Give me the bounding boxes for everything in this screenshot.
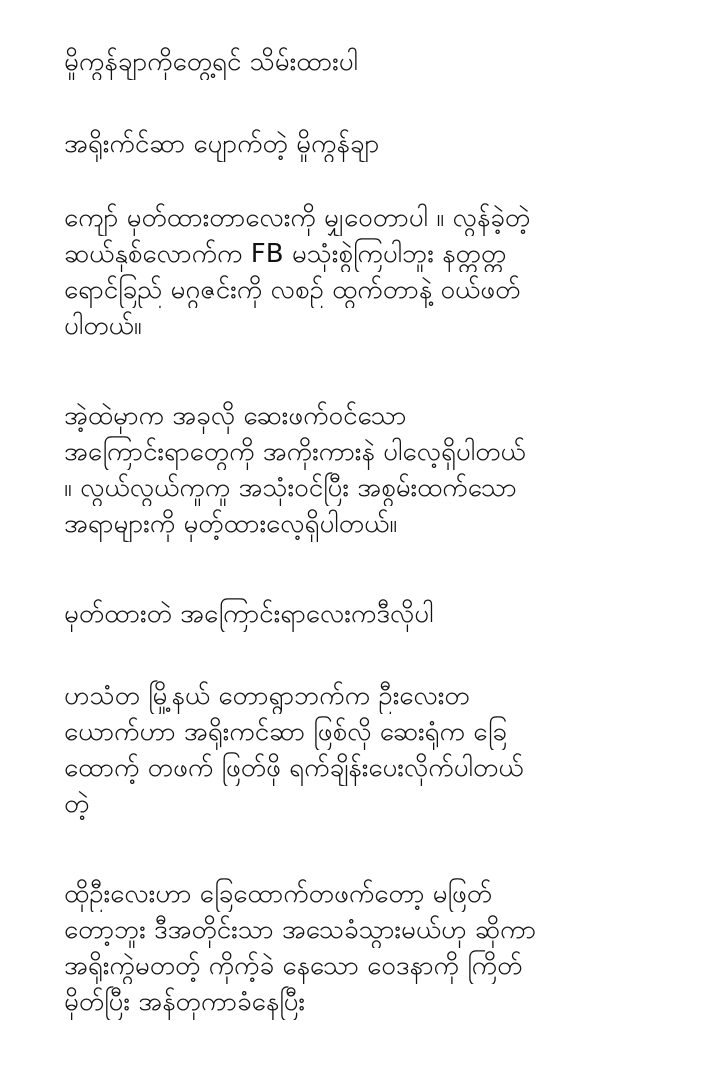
paragraph-subheading: [64, 126, 694, 162]
paragraph-story-continued: [64, 876, 694, 1020]
text-line: အရိုးကွဲမတတ့် ကိုက့်ခဲ နေသော ဝေဒနာကို ကြိတ်: [64, 951, 523, 981]
text-line: ကျော် မှတ်ထားတာလေးကို မျှဝေတာပါ ။ လွန်ခဲ့တဲ့: [64, 203, 531, 233]
paragraph-intro: [64, 200, 694, 344]
text-line: ။ လွယ်လွယ်ကူကူ အသုံးဝင်ပြီး အစွမ်းထက်သော: [64, 473, 517, 503]
text-line: ထိုဦးလေးဟာ ခြေထောက်တဖက်တော့ မဖြတ်: [64, 879, 493, 909]
text-line: မှိတ်ပြီး အန်တုကာခံနေပြီး: [64, 987, 305, 1017]
text-line: ရောင်ခြည် မဂ္ဂဇင်းကို လစဉ် ထွက်တာနဲ့ ဝယ်ဖတ်: [64, 275, 521, 305]
paragraph-lead-in: [64, 596, 694, 632]
text-line: ထောက့် တဖက် ဖြတ်ဖို ရက်ချိန်းပေးလိုက်ပါတယ်: [64, 753, 524, 783]
text-line: မှတ်ထားတဲ အကြောင်းရာလေးကဒီလိုပါ: [64, 599, 434, 629]
paragraph-heading: [64, 44, 694, 80]
text-line: မှိုကွန်ချာကိုတွေ့ရင် သိမ်းထားပါ: [64, 47, 359, 77]
paragraph-magazine: [64, 398, 694, 542]
text-line: ဟသံတ မြို့နယ် တောရွာဘက်က ဦးလေးတ: [64, 681, 470, 711]
text-line: အရိုးက်င်ဆာ ပျောက်တဲ့ မှိုကွန်ချာ: [64, 129, 380, 159]
text-line: ဆယ်နှစ်လောက်က FB မသုံးစွဲကြပါဘူး နတ္တတ္တ: [64, 239, 507, 269]
text-line: တော့ဘူး ဒီအတိုင်းသာ အသေခံသွားမယ်ဟု ဆိုကာ: [64, 915, 537, 945]
text-line: အဲ့ထဲမှာက အခုလို ဆေးဖက်ဝင်သော: [64, 401, 407, 431]
text-line: အကြောင်းရာတွေကို အကိုးကားနဲ ပါလေ့ရှိပါတယ်: [64, 437, 526, 467]
text-line: တဲ့: [64, 789, 90, 819]
text-line: ပါတယ်။: [64, 311, 142, 341]
text-line: ယောက်ဟာ အရိုးကင်ဆာ ဖြစ်လို ဆေးရုံက ခြေ: [64, 717, 507, 747]
paragraph-story: [64, 678, 694, 822]
text-line: အရာများကို မှတ့်ထားလေ့ရှိပါတယ်။: [64, 509, 398, 539]
